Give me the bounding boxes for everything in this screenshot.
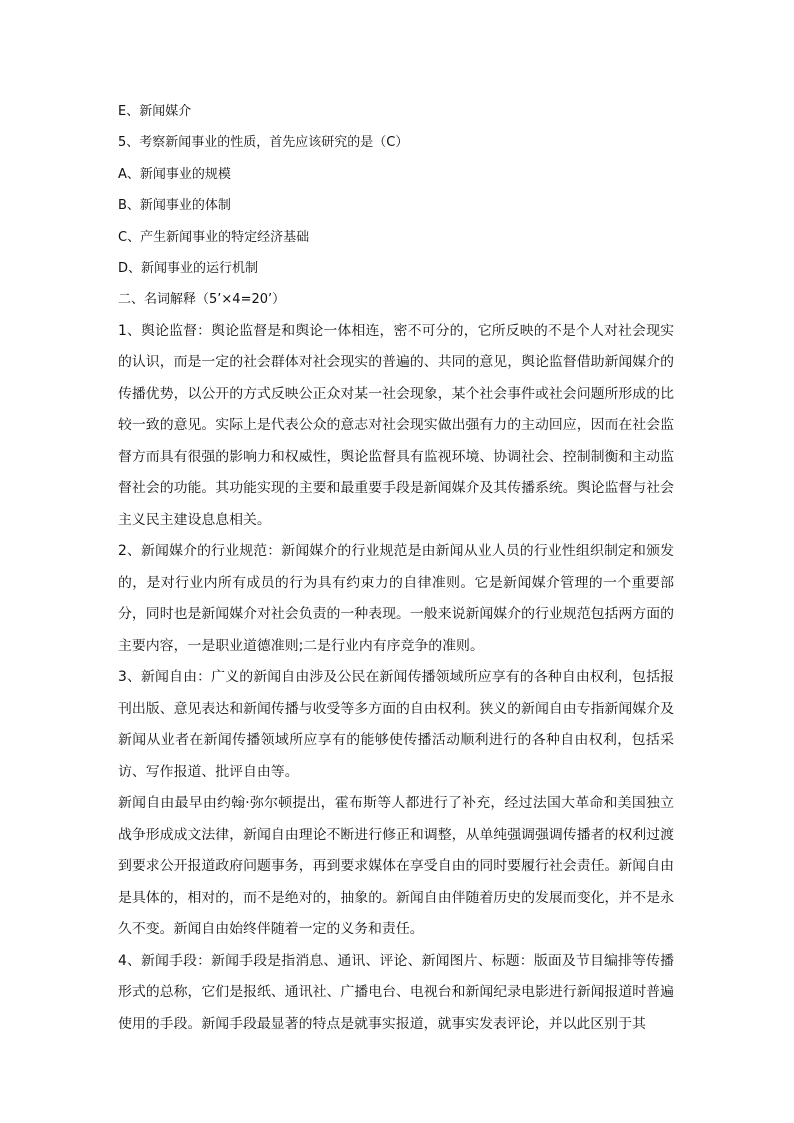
term-2-paragraph: 2、新闻媒介的行业规范：新闻媒介的行业规范是由新闻从业人员的行业性组织制定和颁发的，是对行业内所有成员的行为具有约束力的自律准则。它是新闻媒介管理的一个重要部分，同时也是新闻媒介对社会负责的一种表现。一般来说新闻媒介的行业规范包括两方面的主要内容，一是职业道德准则;二是行业内有序竞争的准则。 [118,543,674,654]
option-d: D、新闻事业的运行机制 [118,260,259,276]
document-page [118,96,674,1040]
option-a: A、新闻事业的规模 [118,166,231,182]
question-5: 5、考察新闻事业的性质，首先应该研究的是（C） [118,135,409,151]
option-c: C、产生新闻事业的特定经济基础 [118,229,310,245]
option-b: B、新闻事业的体制 [118,198,231,214]
term-4-paragraph: 4、新闻手段：新闻手段是指消息、通讯、评论、新闻图片、标题：版面及节目编排等传播形式的总称，它们是报纸、通讯社、广播电台、电视台和新闻纪录电影进行新闻报道时普遍使用的手段。新闻手段最显著的特点是就事实报道，就事实发表评论，并以此区别于其 [118,952,674,1032]
option-e: E、新闻媒介 [118,104,192,119]
term-1-paragraph: 1、舆论监督：舆论监督是和舆论一体相连，密不可分的，它所反映的不是个人对社会现实的认识，而是一定的社会群体对社会现实的普遍的、共同的意见，舆论监督借助新闻媒介的传播优势，以公开的方式反映公正众对某一社会现象，某个社会事件或社会问题所形成的比较一致的意见。实际上是代表公众的意志对社会现实做出强有力的主动回应，因而在社会监督方而具有很强的影响力和权威性，舆论监督具有监视环境、协调社会、控制制衡和主动监督社会的功能。其功能实现的主要和最重要手段是新闻媒介及其传播系统。舆论监督与社会主义民主建设息息相关。 [118,322,674,528]
section-heading: 二、名词解释（5’×4=20’） [118,292,286,308]
term-3-history-paragraph: 新闻自由最早由约翰·弥尔顿提出，霍布斯等人都进行了补充，经过法国大革命和美国独立战争形成成文法律，新闻自由理论不断进行修正和调整，从单纯强调强调传播者的权利过渡到要求公开报道政府问题事务，再到要求媒体在享受自由的同时要履行社会责任。新闻自由是具体的，相对的，而不是绝对的，抽象的。新闻自由伴随着历史的发展而变化，并不是永久不变。新闻自由始终伴随着一定的义务和责任。 [118,795,674,938]
term-3-paragraph: 3、新闻自由：广义的新闻自由涉及公民在新闻传播领域所应享有的各种自由权利，包括报刊出版、意见表达和新闻传播与收受等多方面的自由权利。狭义的新闻自由专指新闻媒介及新闻从业者在新闻传播领域所应享有的能够使传播活动顺利进行的各种自由权利，包括采访、写作报道、批评自由等。 [118,669,674,780]
